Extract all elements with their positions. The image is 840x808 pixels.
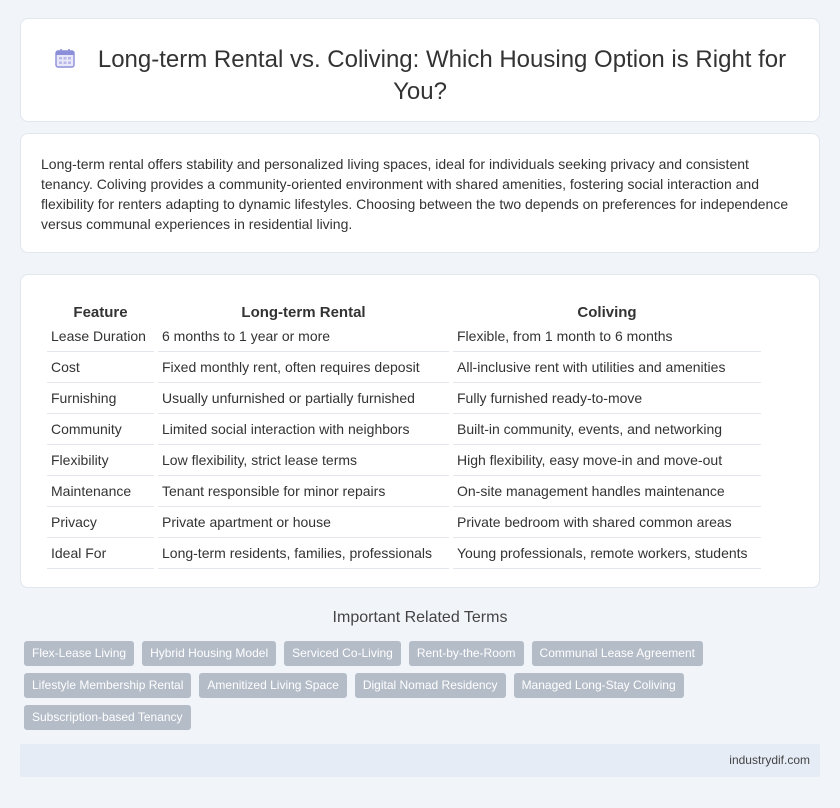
rental-cell: Low flexibility, strict lease terms: [158, 445, 449, 476]
rental-cell: Tenant responsible for minor repairs: [158, 476, 449, 507]
feature-cell: Cost: [47, 352, 154, 383]
rental-cell: Limited social interaction with neighbors: [158, 414, 449, 445]
coliving-cell: Private bedroom with shared common areas: [453, 507, 761, 538]
rental-cell: 6 months to 1 year or more: [158, 321, 449, 352]
related-terms-title: Important Related Terms: [332, 609, 508, 626]
coliving-cell: Built-in community, events, and networking: [453, 414, 761, 445]
coliving-cell: Fully furnished ready-to-move: [453, 383, 761, 414]
related-term-tag[interactable]: Flex-Lease Living: [24, 641, 134, 666]
page-title: [51, 44, 789, 108]
table-header-row: [47, 293, 761, 321]
page-title-text: Long-term Rental vs. Coliving: Which Housing Option is Right for You?: [97, 46, 787, 105]
table-row: [47, 352, 761, 383]
feature-cell: Privacy: [47, 507, 154, 538]
related-term-tag[interactable]: Managed Long-Stay Coliving: [514, 673, 684, 698]
coliving-cell: On-site management handles maintenance: [453, 476, 761, 507]
feature-cell: Community: [47, 414, 154, 445]
related-term-tag[interactable]: Amenitized Living Space: [199, 673, 346, 698]
related-term-tag[interactable]: Lifestyle Membership Rental: [24, 673, 191, 698]
related-term-tag[interactable]: Serviced Co-Living: [284, 641, 401, 666]
comparison-card: [20, 274, 820, 588]
feature-cell: Furnishing: [47, 383, 154, 414]
footer: [20, 744, 820, 777]
related-term-tag[interactable]: Communal Lease Agreement: [532, 641, 703, 666]
table-row: [47, 383, 761, 414]
footer-site-link[interactable]: industrydif.com: [729, 753, 810, 767]
rental-cell: Usually unfurnished or partially furnished: [158, 383, 449, 414]
coliving-cell: High flexibility, easy move-in and move-out: [453, 445, 761, 476]
feature-cell: Maintenance: [47, 476, 154, 507]
calendar-icon: [54, 47, 76, 69]
title-card: [20, 18, 820, 122]
coliving-cell: Flexible, from 1 month to 6 months: [453, 321, 761, 352]
table-row: [47, 321, 761, 352]
header-coliving: Coliving: [577, 304, 637, 321]
related-term-tag[interactable]: Subscription-based Tenancy: [24, 705, 191, 730]
table-row: [47, 476, 761, 507]
rental-cell: Long-term residents, families, professionals: [158, 538, 449, 569]
coliving-cell: All-inclusive rent with utilities and amenities: [453, 352, 761, 383]
rental-cell: Private apartment or house: [158, 507, 449, 538]
related-term-tag[interactable]: Rent-by-the-Room: [409, 641, 524, 666]
table-row: [47, 507, 761, 538]
related-term-tag[interactable]: Digital Nomad Residency: [355, 673, 506, 698]
feature-cell: Flexibility: [47, 445, 154, 476]
coliving-cell: Young professionals, remote workers, students: [453, 538, 761, 569]
intro-text: Long-term rental offers stability and personalized living spaces, ideal for individuals seeking privacy and consistent tenancy. Coliving provides a community-oriented environment with shared amenities, fostering social interaction and flexibility for renters adapting to dynamic lifestyles. Choosing between the two depends on preferences for independence versus communal experiences in residential living.: [41, 156, 789, 232]
intro-card: [20, 133, 820, 253]
related-term-tag[interactable]: Hybrid Housing Model: [142, 641, 276, 666]
feature-cell: Ideal For: [47, 538, 154, 569]
related-terms-list: [24, 641, 724, 730]
table-row: [47, 414, 761, 445]
table-row: [47, 538, 761, 569]
comparison-table: [43, 293, 765, 569]
rental-cell: Fixed monthly rent, often requires deposit: [158, 352, 449, 383]
header-long-term-rental: Long-term Rental: [241, 304, 366, 321]
header-feature: Feature: [73, 304, 128, 321]
feature-cell: Lease Duration: [47, 321, 154, 352]
table-row: [47, 445, 761, 476]
